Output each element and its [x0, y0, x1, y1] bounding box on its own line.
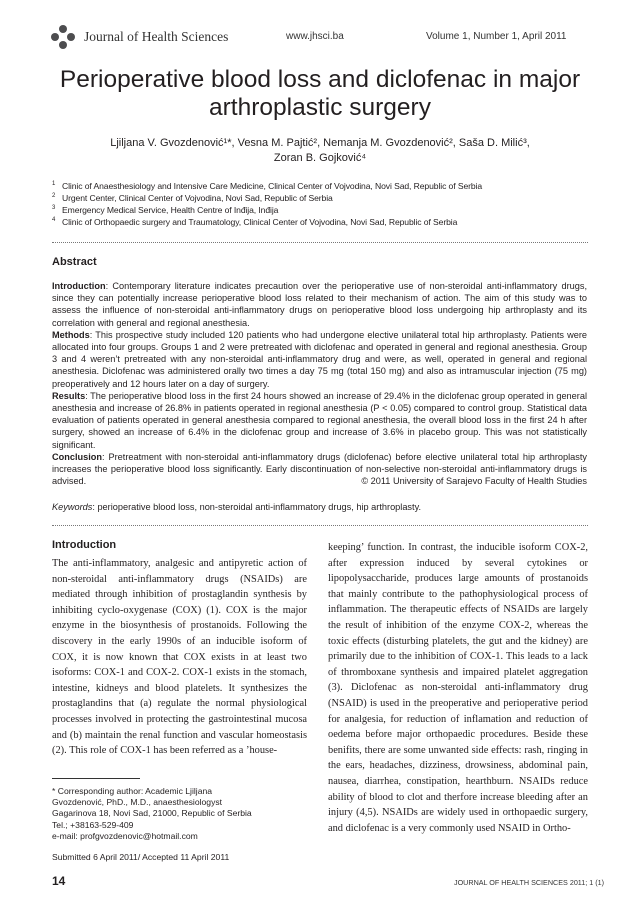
body-column-left: The anti-inflammatory, analgesic and antipyretic action of non-steroidal anti-inflammatory drugs (NSAIDs) are mediated through inhibition of prostaglandin synthesis by inhibiting cyclo-oxygenase (COX) (1). COX is the major enzyme in the biosynthesis of prostanoids. Following the discovery in the early 1990s of an inducible isoform of COX, it is now known that COX exists in at least two isoforms: COX-1 and COX-2. COX-1 exists in the stomach, intestine, kidneys and blood platelets. It synthesizes the prostaglandins that (a) regulate the normal physiological processes involved in protecting the gastrointestinal mucosa and (b) maintain the renal function and vascular homeostasis (2). This role of COX-1 has been referred as a ’house- [52, 558, 307, 757]
running-footer: JOURNAL OF HEALTH SCIENCES 2011; 1 (1) [454, 878, 605, 887]
abstract-conclusion [52, 451, 587, 488]
introduction-heading: Introduction [52, 539, 117, 551]
footnote-line: * Corresponding author: Academic Ljiljana [52, 786, 213, 796]
abstract-introduction [52, 280, 587, 329]
corresponding-author-footnote [52, 786, 307, 842]
affiliation-text: Clinic of Anaesthesiology and Intensive Care Medicine, Clinical Center of Vojvodina, Novi Sad, Republic of Serbia [62, 181, 483, 191]
affiliation-text: Clinic of Orthopaedic surgery and Traumatology, Clinical Center of Vojvodina, Novi Sad, Republic of Serbia [62, 217, 458, 227]
affiliation-number: 1 [52, 181, 56, 187]
author-line-2: Zoran B. Gojković⁴ [273, 152, 367, 164]
journal-logo-icon [50, 24, 76, 50]
footnote-line: Tel.; +38163-529-409 [52, 819, 134, 830]
page-number: 14 [52, 874, 66, 888]
abstract-label: Results [52, 390, 86, 401]
submission-dates: Submitted 6 April 2011/ Accepted 11 April 2011 [52, 852, 230, 862]
abstract-label: Conclusion [52, 451, 103, 462]
affiliation-text: Urgent Center, Clinical Center of Vojvodina, Novi Sad, Republic of Serbia [62, 193, 333, 203]
journal-name: Journal of Health Sciences [84, 29, 229, 44]
volume-info: Volume 1, Number 1, April 2011 [426, 31, 567, 42]
footnote-email[interactable]: e-mail: profgvozdenovic@hotmail.com [52, 830, 198, 841]
abstract-label: Methods [52, 329, 90, 340]
abstract-methods [52, 329, 587, 390]
keywords-label: Keywords [52, 502, 93, 512]
abstract-text: : Contemporary literature indicates precaution over the perioperative use of non-steroidal anti-inflammatory drugs, since they can potentially increase perioperative blood loss related to their mechanism of action. The aim of this study was to assess the influence of non-steroidal anti-inflammatory drugs on perioperative blood loss undergoing hip arthroplasty and its correlation with general and regional anesthesia. [52, 281, 587, 328]
abstract-text: : This prospective study included 120 patients who had undergone elective unilateral total hip arthroplasty. Patients were allocated into four groups. Groups 1 and 2 were pretreated with diclofenac and operated in general and regional anesthesia. Group 3 and 4 weren’t pretreated with any non-steroidal anti-inflammatory drug and were, as well, operated in general and regional anesthesia. Diclofenac was administered orally two times a day 75 mg (total 150 mg) and also as intramuscular injection (75 mg) preoperatively and 12 hours later on a day of surgery. [52, 329, 587, 389]
body-column-right: keeping’ function. In contrast, the inducible isoform COX-2, after expression induced by several cytokines or lipopolysaccharide, produces large amounts of prostanoids that mainly contribute to the pathophysiological process of inflammation. The therapeutic effects of NSAIDs are largely the result of inhibition of the enzyme COX-2, whereas the toxic effects (disturbing platelets, the gut and the kidney) are primarily due to the inhibition of COX-1. This leads to a lack of thromboxane synthesis and impaired platelet aggregation (3). Diclofenac as non-steroidal anti-inflammatory drug (NSAID) is used in the preoperative and perioperative period for analgesia, for reduction of inflamation and reduction of oedema before major orthopaedic procedures. Beside these benifits, there are some unwanted side effects: rash, ringing in the ears, headaches, dizziness, drowsiness, abdominal pain, nausea, diarrhea, constipation, hearthburn. NSAIDs reduce ability of blood to clot and therfore increase bleeding after an injury (4,5). NSAIDs are widely used in orthopaedic surgery, and diclofenac is a very commonly used NSAID in Ortho- [328, 542, 588, 834]
journal-website[interactable]: www.jhsci.ba [286, 31, 344, 42]
abstract-heading: Abstract [52, 256, 97, 268]
footnote-line: Gagarinova 18, Novi Sad, 21000, Republic of Serbia [52, 808, 252, 819]
keywords-text: : perioperative blood loss, non-steroidal anti-inflammatory drugs, hip arthroplasty. [92, 502, 422, 512]
footnote-rule [52, 778, 140, 779]
affiliation-number: 2 [52, 193, 56, 199]
author-line-1: Ljiljana V. Gvozdenović¹*, Vesna M. Pajtić², Nemanja M. Gvozdenović², Saša D. Milić³, [110, 137, 530, 149]
article-title: Perioperative blood loss and diclofenac in major arthroplastic surgery [59, 66, 581, 121]
affiliation-text: Emergency Medical Service, Health Centre of Inđija, Inđija [62, 205, 279, 215]
divider [52, 525, 588, 526]
affiliation-number: 4 [52, 217, 56, 223]
abstract-text: : Pretreatment with non-steroidal anti-inflammatory drugs (diclofenac) before elective unilateral total hip arthroplasty increases the perioperative blood loss significantly. Early discontinuation of non-selective non-steroidal anti-inflammatory drugs is advised. [52, 451, 587, 487]
abstract-text: : The perioperative blood loss in the first 24 hours showed an increase of 29.4% in the diclofenac group operated in general anesthesia and increase of 26.8% in patients operated in regional anesthesia (P < 0.05) compared to control group. Statistical data evaluation of patients operated in general anesthesia compared to regional anesthesia, the overall blood loss in the first 24 h after surgery, showed an increase of 6.4% in the diclofenac group and increase of 3.6% in placebo group. This was not statistically significant. [52, 390, 587, 450]
author-list [40, 136, 600, 166]
divider [52, 242, 588, 243]
abstract-results [52, 390, 587, 451]
page-header [0, 0, 638, 60]
keywords [52, 501, 587, 513]
abstract-label: Introduction [52, 281, 106, 291]
footnote-line: Gvozdenović, PhD., M.D., anaesthesiologyst [52, 797, 223, 808]
abstract-body [52, 280, 587, 487]
affiliation-number: 3 [52, 205, 56, 211]
copyright-note: © 2011 University of Sarajevo Faculty of Health Studies [361, 476, 587, 487]
